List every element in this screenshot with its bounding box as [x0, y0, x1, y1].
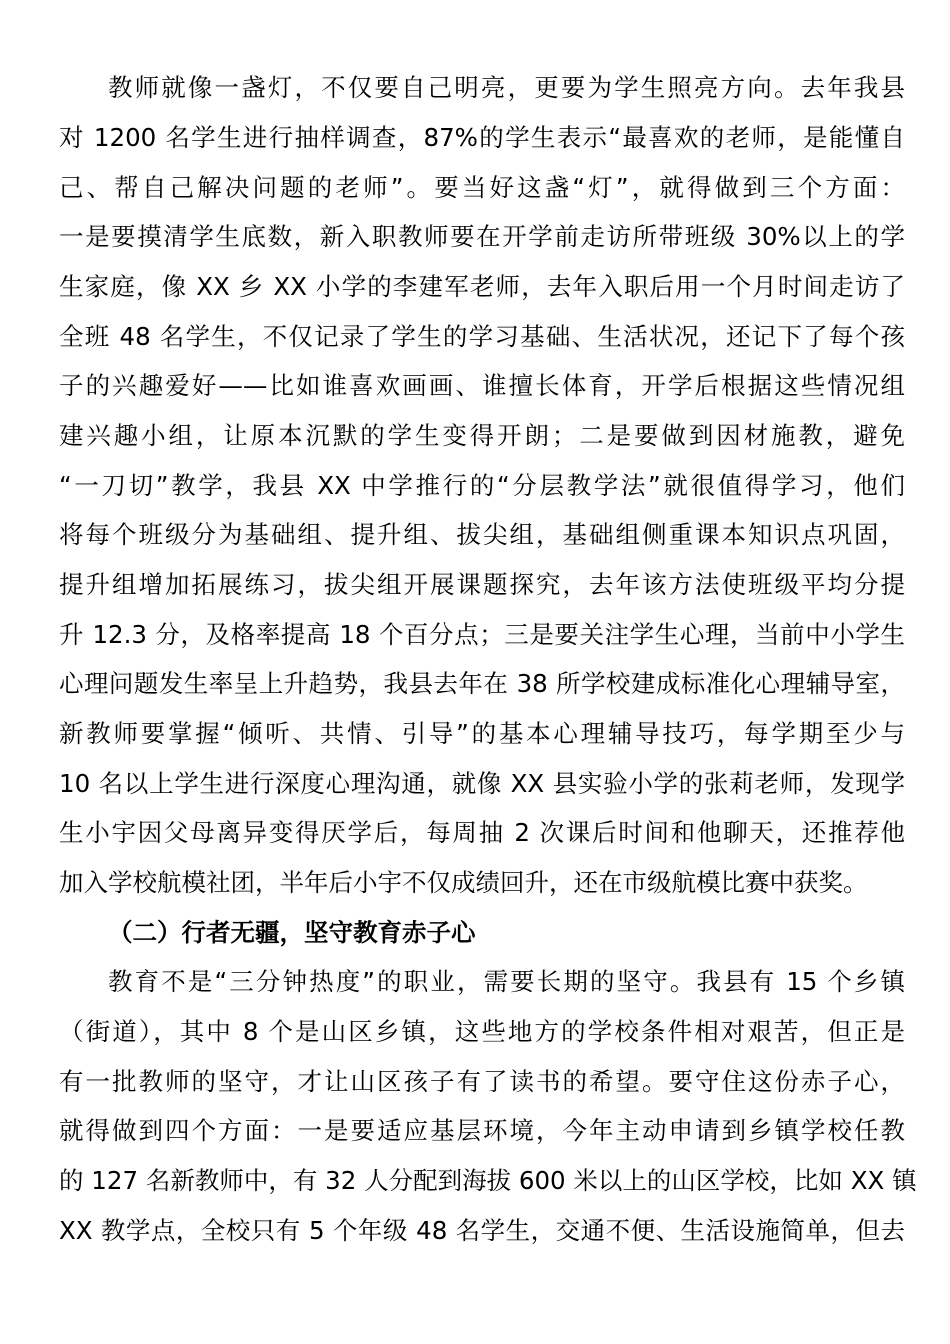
- paragraph-1-line-16: 生小宇因父母离异变得厌学后，每周抽 2 次课后时间和他聊天，还推荐他: [59, 818, 905, 847]
- paragraph-2-line-1: 教育不是“三分钟热度”的职业，需要长期的坚守。我县有 15 个乡镇: [108, 967, 905, 996]
- paragraph-1-line-10: 将每个班级分为基础组、提升组、拔尖组，基础组侧重课本知识点巩固，: [59, 520, 905, 549]
- paragraph-1-line-13: 心理问题发生率呈上升趋势，我县去年在 38 所学校建成标准化心理辅导室，: [59, 669, 905, 698]
- paragraph-1-line-6: 全班 48 名学生，不仅记录了学生的学习基础、生活状况，还记下了每个孩: [59, 322, 905, 351]
- paragraph-2-line-6: XX 教学点，全校只有 5 个年级 48 名学生，交通不便、生活设施简单，但去: [59, 1216, 905, 1245]
- paragraph-2-line-4: 就得做到四个方面：一是要适应基层环境，今年主动申请到乡镇学校任教: [59, 1116, 905, 1145]
- paragraph-1-line-15: 10 名以上学生进行深度心理沟通，就像 XX 县实验小学的张莉老师，发现学: [59, 769, 905, 798]
- paragraph-1-line-4: 一是要摸清学生底数，新入职教师要在开学前走访所带班级 30%以上的学: [59, 222, 905, 251]
- paragraph-1-line-12: 升 12.3 分，及格率提高 18 个百分点；三是要关注学生心理，当前中小学生: [59, 620, 905, 649]
- paragraph-1-line-17: 加入学校航模社团，半年后小宇不仅成绩回升，还在市级航模比赛中获奖。: [59, 868, 868, 897]
- paragraph-1-line-8: 建兴趣小组，让原本沉默的学生变得开朗；二是要做到因材施教，避免: [59, 421, 905, 450]
- paragraph-2-line-2: （街道），其中 8 个是山区乡镇，这些地方的学校条件相对艰苦，但正是: [59, 1017, 905, 1046]
- section-heading: （二）行者无疆，坚守教育赤子心: [108, 918, 476, 947]
- paragraph-1-line-2: 对 1200 名学生进行抽样调查，87%的学生表示“最喜欢的老师，是能懂自: [59, 123, 905, 152]
- paragraph-1-line-11: 提升组增加拓展练习，拔尖组开展课题探究，去年该方法使班级平均分提: [59, 570, 905, 599]
- paragraph-1-line-9: “一刀切”教学，我县 XX 中学推行的“分层教学法”就很值得学习，他们: [59, 471, 905, 500]
- paragraph-1-line-1: 教师就像一盏灯，不仅要自己明亮，更要为学生照亮方向。去年我县: [108, 73, 905, 102]
- paragraph-1-line-5: 生家庭，像 XX 乡 XX 小学的李建军老师，去年入职后用一个月时间走访了: [59, 272, 905, 301]
- paragraph-1-line-14: 新教师要掌握“倾听、共情、引导”的基本心理辅导技巧，每学期至少与: [59, 719, 905, 748]
- paragraph-2-line-3: 有一批教师的坚守，才让山区孩子有了读书的希望。要守住这份赤子心，: [59, 1067, 905, 1096]
- paragraph-2-line-5: 的 127 名新教师中，有 32 人分配到海拔 600 米以上的山区学校，比如 XX 镇: [59, 1166, 917, 1195]
- paragraph-1-line-3: 己、帮自己解决问题的老师”。要当好这盏“灯”，就得做到三个方面：: [59, 173, 905, 202]
- paragraph-1-line-7: 子的兴趣爱好——比如谁喜欢画画、谁擅长体育，开学后根据这些情况组: [59, 371, 905, 400]
